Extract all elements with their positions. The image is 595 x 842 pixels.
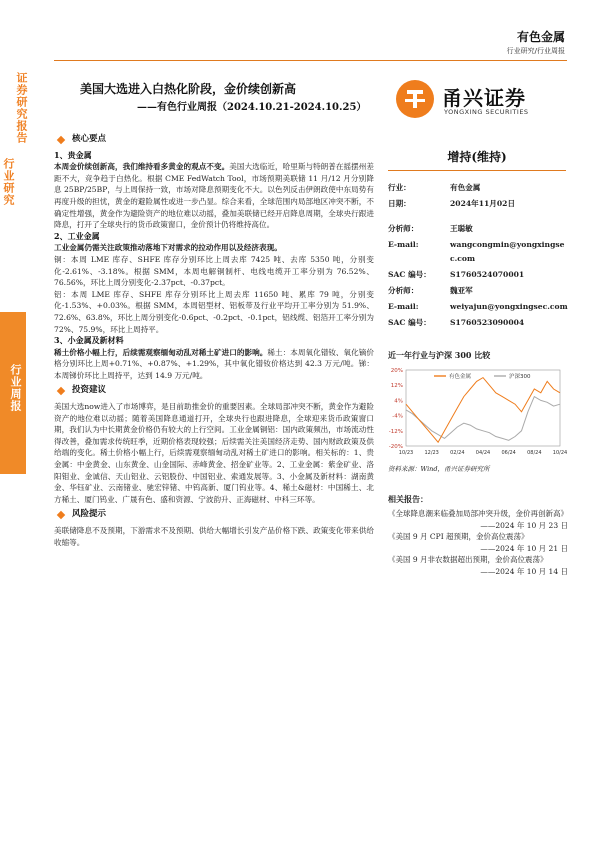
related-report-title[interactable]: 《美国 9 月 CPI 超预期，金价高位震荡》 bbox=[388, 532, 529, 541]
paragraph-precious: 本周金价续创新高，我们维持看多黄金的观点不变。美国大选临近，哈里斯与特朗普在摇摆州差距不大，竞争趋于白热化。根据 CME FedWatch Tool，市场预期美联储 11 月/12 月分别降息 25BP/25BP，与上周保持一致，市场对降息预期变化不大。以色列反击伊朗政使中东局势有再度升级的担忧，黄金的避险属性或进一步凸显。综合来看，全球范围内局部地区冲突不断，不确定性增强，黄金作为避险资产的地位难以动摇，叠加美联储已经开启降息周期，全球央行跟进降息，打开了全球央行的货币政策窗口，金价预计仍将维持高位。 bbox=[54, 162, 374, 230]
related-report-title[interactable]: 《全球降息潮来临叠加局部冲突升级，金价再创新高》 bbox=[388, 509, 568, 518]
section-core: 核心要点 bbox=[54, 134, 374, 146]
logo-text-en: YONGXING SECURITIES bbox=[444, 108, 529, 116]
side-label-top bbox=[0, 72, 26, 232]
related-report-date: ——2024 年 10 月 23 日 bbox=[480, 520, 568, 530]
side-label-orange bbox=[0, 312, 26, 474]
paragraph-copper: 铜：本周 LME 库存、SHFE 库存分别环比上周去库 7425 吨、去库 5350 吨，分别变化-2.61%、-3.18%。根据 SMM，本周电解铜制杆、电线电缆开工率分别为 76.52%、76.56%，环比上周分别变化-2.37pct、-0.37pct。 bbox=[54, 254, 374, 288]
section-investment: 投资建议 bbox=[54, 385, 374, 397]
related-report-title[interactable]: 《美国 9 月非农数据超出预期，金价高位震荡》 bbox=[388, 555, 548, 564]
paragraph-aluminum: 铝：本周 LME 库存、SHFE 库存分别环比上周去库 11650 吨、累库 79 吨，分别变化-1.53%、+0.03%。根据 SMM，本周铝型材、铝板带及行业平均开工率分别为 51.9%、72.6%、63.8%，环比上周分别变化-0.6pct、-0.2pct、-0.1pct，铝线缆、铝箔开工率分别为 72%、75.9%，环比上周持平。 bbox=[54, 289, 374, 334]
logo-mark-icon bbox=[396, 80, 434, 118]
analyst-row: 分析师： 魏亚军 bbox=[388, 286, 473, 295]
report-title: 美国大选进入白热化阶段，金价续创新高 bbox=[80, 82, 297, 96]
side-line2: 行业研究 bbox=[2, 158, 15, 206]
related-report-date: ——2024 年 10 月 14 日 bbox=[480, 566, 568, 576]
info-row: 日期： 2024年11月02日 bbox=[388, 199, 516, 208]
side-line1: 证券研究报告 bbox=[15, 72, 28, 144]
related-reports-heading: 相关报告： bbox=[388, 494, 428, 504]
related-report-date: ——2024 年 10 月 21 日 bbox=[480, 543, 568, 553]
diamond-icon bbox=[57, 387, 65, 395]
analyst-row: E-mail: wangcongmin@yongxingsec.com bbox=[388, 240, 565, 263]
y-tick-label: -20% bbox=[388, 444, 403, 450]
info-block bbox=[388, 180, 568, 212]
legend-label: 有色金属 bbox=[449, 374, 472, 380]
subsection-minor-metals: 3、小金属及新材料 bbox=[54, 335, 124, 346]
y-tick-label: 20% bbox=[390, 368, 403, 374]
related-reports-list bbox=[388, 508, 568, 577]
series-line-hs300 bbox=[406, 397, 560, 441]
y-tick-label: 12% bbox=[390, 383, 403, 390]
diamond-icon bbox=[57, 511, 65, 519]
chart-frame bbox=[406, 370, 560, 446]
analyst-row: 分析师： 王聪敏 bbox=[388, 224, 473, 233]
rating-text: 增持(维持) bbox=[447, 150, 507, 164]
x-tick-label: 04/24 bbox=[475, 450, 491, 456]
info-row: 行业： 有色金属 bbox=[388, 183, 481, 192]
series-line-nonferrous bbox=[406, 378, 560, 443]
header-category: 有色金属 bbox=[516, 30, 565, 44]
y-tick-label: 4% bbox=[394, 398, 403, 405]
header-subtitle: 行业研究/行业周报 bbox=[506, 47, 565, 55]
header-rule bbox=[54, 60, 567, 61]
x-tick-label: 02/24 bbox=[450, 450, 465, 456]
paragraph-risk: 美联储降息不及预期，下游需求不及预期、供给大幅增长引发产品价格下跌、政策变化带来供给收缩等。 bbox=[54, 526, 374, 547]
x-tick-label: 08/24 bbox=[527, 450, 542, 456]
logo-text-cn: 甬兴证券 bbox=[442, 86, 526, 110]
paragraph-investment: 美国大选now进入了市场博弈，是目前助推金价的重要因素。全球局部冲突不断，黄金作为避险资产的地位难以动摇；随着美国降息通道打开，全球央行也跟进降息，全球迎来货币政策窗口期，我们认为中长期黄金价格仍有较大的上行空间。工业金属铜铝：国内政策频出，市场流动性得改善，叠加需求传统旺季，近期价格表现较强；后续需关注美国经济走势、国内财政政策及供给端的变化。稀土价格小幅上行，后续需观察缅甸动乱对稀土矿进口的影响。相关标的：1、贵金属：中金黄金、山东黄金、山金国际、赤峰黄金、招金矿业等。2、工业金属：紫金矿业、洛阳钼业、金诚信、天山铝业、云铝股份、中国铝业、索通发展等。3、小金属及新材料：湖南黄金、华钰矿业、云南锗业、驰宏锌锗、中钨高新、厦门钨业等。4、稀土&磁材：中国稀土、北方稀土、厦门钨业、广晟有色、盛和资源、宁波韵升、正海磁材、中科三环等。 bbox=[54, 402, 374, 504]
subsection-industrial: 2、工业金属 bbox=[54, 230, 100, 241]
analyst-row: E-mail: weiyajun@yongxingsec.com bbox=[388, 302, 568, 311]
analyst-row: SAC 编号： S1760524070001 bbox=[388, 270, 525, 279]
diamond-icon bbox=[57, 136, 65, 144]
y-tick-label: -4% bbox=[392, 413, 403, 420]
analyst-block bbox=[388, 222, 568, 330]
rating-box bbox=[388, 138, 566, 171]
x-tick-label: 06/24 bbox=[501, 450, 516, 456]
section-risk: 风险提示 bbox=[54, 509, 374, 521]
x-tick-label: 10/24 bbox=[552, 450, 568, 456]
y-tick-label: -12% bbox=[388, 428, 403, 435]
company-logo bbox=[396, 80, 566, 120]
legend-label: 沪深300 bbox=[509, 374, 531, 380]
analyst-row: SAC 编号： S1760523090004 bbox=[388, 318, 525, 327]
x-tick-label: 12/23 bbox=[424, 450, 439, 456]
report-subtitle: ——有色行业周报（2024.10.21-2024.10.25） bbox=[137, 102, 367, 113]
x-tick-label: 10/23 bbox=[398, 450, 414, 456]
chart-title: 近一年行业与沪深 300 比较 bbox=[388, 350, 491, 360]
paragraph-minor-metals: 稀土价格小幅上行，后续需观察缅甸动乱对稀土矿进口的影响。稀土：本周氧化镨钕、氧化镝价格分别环比上周+0.71%、+0.87%、+1.29%，其中氧化镨钕价格达到 42.3 万元/吨。锑：本周锑价环比上周持平，达到 14.9 万元/吨。 bbox=[54, 347, 375, 380]
chart-source: 资料来源：Wind，甬兴证券研究所 bbox=[388, 465, 490, 473]
side-orange-text: 行业周报 bbox=[9, 364, 22, 412]
subsection-precious: 1、贵金属 bbox=[54, 149, 92, 160]
comparison-chart bbox=[380, 362, 570, 462]
paragraph-industrial-lead: 工业金属仍需关注政策推动落地下对需求的拉动作用以及经济表现。 bbox=[54, 243, 282, 253]
main-content bbox=[54, 134, 374, 548]
